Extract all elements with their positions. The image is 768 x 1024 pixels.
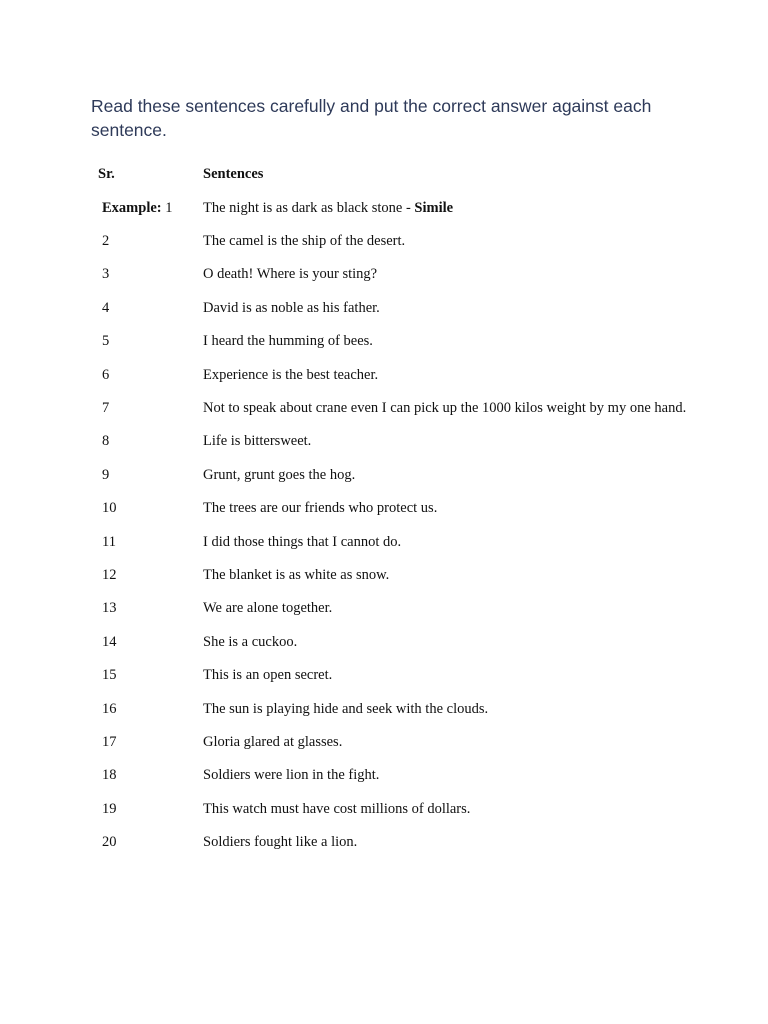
table-row bbox=[0, 565, 768, 585]
example-row bbox=[0, 198, 768, 218]
row-sentence: We are alone together. bbox=[203, 600, 333, 617]
table-row bbox=[0, 231, 768, 251]
row-number: 5 bbox=[102, 333, 110, 350]
row-sentence: This watch must have cost millions of dollars. bbox=[203, 800, 471, 817]
row-number: 7 bbox=[102, 400, 110, 416]
row-number: 15 bbox=[102, 667, 117, 684]
table-row bbox=[0, 498, 768, 518]
table-row bbox=[0, 699, 768, 719]
row-sentence: She is a cuckoo. bbox=[203, 633, 298, 650]
row-number: 18 bbox=[102, 767, 117, 784]
table-row bbox=[0, 431, 768, 451]
row-number: 8 bbox=[102, 433, 110, 450]
row-number: 14 bbox=[102, 633, 117, 650]
row-sentence: Experience is the best teacher. bbox=[203, 366, 379, 383]
row-number: 20 bbox=[102, 834, 117, 851]
row-number: 13 bbox=[102, 600, 117, 617]
table-row bbox=[0, 832, 768, 852]
table-row bbox=[0, 398, 768, 418]
example-number: 1 bbox=[165, 200, 173, 216]
row-sentence: The sun is playing hide and seek with the clouds. bbox=[203, 700, 489, 717]
row-sentence: Soldiers were lion in the fight. bbox=[203, 767, 380, 784]
example-sentence-cell bbox=[203, 198, 453, 218]
table-row bbox=[0, 632, 768, 652]
table-row bbox=[0, 264, 768, 284]
row-sentence: The camel is the ship of the desert. bbox=[203, 233, 406, 249]
row-number: 10 bbox=[102, 500, 117, 517]
row-sentence: Soldiers fought like a lion. bbox=[203, 834, 358, 851]
row-number: 6 bbox=[102, 366, 110, 383]
row-sentence: O death! Where is your sting? bbox=[203, 266, 378, 283]
row-sentence: Grunt, grunt goes the hog. bbox=[203, 466, 356, 483]
table-row bbox=[0, 298, 768, 318]
row-number: 4 bbox=[102, 299, 110, 316]
row-number: 17 bbox=[102, 734, 117, 750]
table-row bbox=[0, 732, 768, 752]
example-answer: Simile bbox=[414, 200, 454, 216]
row-sentence: Not to speak about crane even I can pick up the 1000 kilos weight by my one hand. bbox=[203, 400, 687, 416]
table-row bbox=[0, 532, 768, 552]
row-sentence: This is an open secret. bbox=[203, 667, 333, 684]
row-number: 16 bbox=[102, 700, 117, 717]
row-sentence: The blanket is as white as snow. bbox=[203, 567, 390, 583]
example-number-cell bbox=[102, 198, 172, 218]
sr-column-header: Sr. bbox=[98, 166, 115, 182]
table-row bbox=[0, 598, 768, 618]
row-number: 19 bbox=[102, 800, 117, 817]
instructions-heading: Read these sentences carefully and put the correct answer against each sentence. bbox=[91, 96, 652, 140]
row-number: 2 bbox=[102, 233, 110, 249]
row-sentence: Life is bittersweet. bbox=[203, 433, 312, 450]
row-number: 3 bbox=[102, 266, 110, 283]
table-row bbox=[0, 465, 768, 485]
row-sentence: David is as noble as his father. bbox=[203, 299, 380, 316]
table-row bbox=[0, 665, 768, 685]
row-sentence: I heard the humming of bees. bbox=[203, 333, 373, 350]
example-sentence: The night is as dark as black stone - bbox=[203, 200, 415, 216]
table-header bbox=[0, 164, 768, 184]
table-row bbox=[0, 331, 768, 351]
sentences-column-header: Sentences bbox=[203, 166, 264, 182]
example-label: Example: bbox=[102, 200, 162, 216]
table-row bbox=[0, 765, 768, 785]
row-number: 11 bbox=[102, 533, 116, 550]
row-sentence: I did those things that I cannot do. bbox=[203, 533, 402, 550]
table-row bbox=[0, 799, 768, 819]
row-number: 12 bbox=[102, 567, 117, 583]
row-sentence: The trees are our friends who protect us. bbox=[203, 500, 438, 517]
table-row bbox=[0, 365, 768, 385]
row-sentence: Gloria glared at glasses. bbox=[203, 734, 343, 750]
row-number: 9 bbox=[102, 466, 110, 483]
